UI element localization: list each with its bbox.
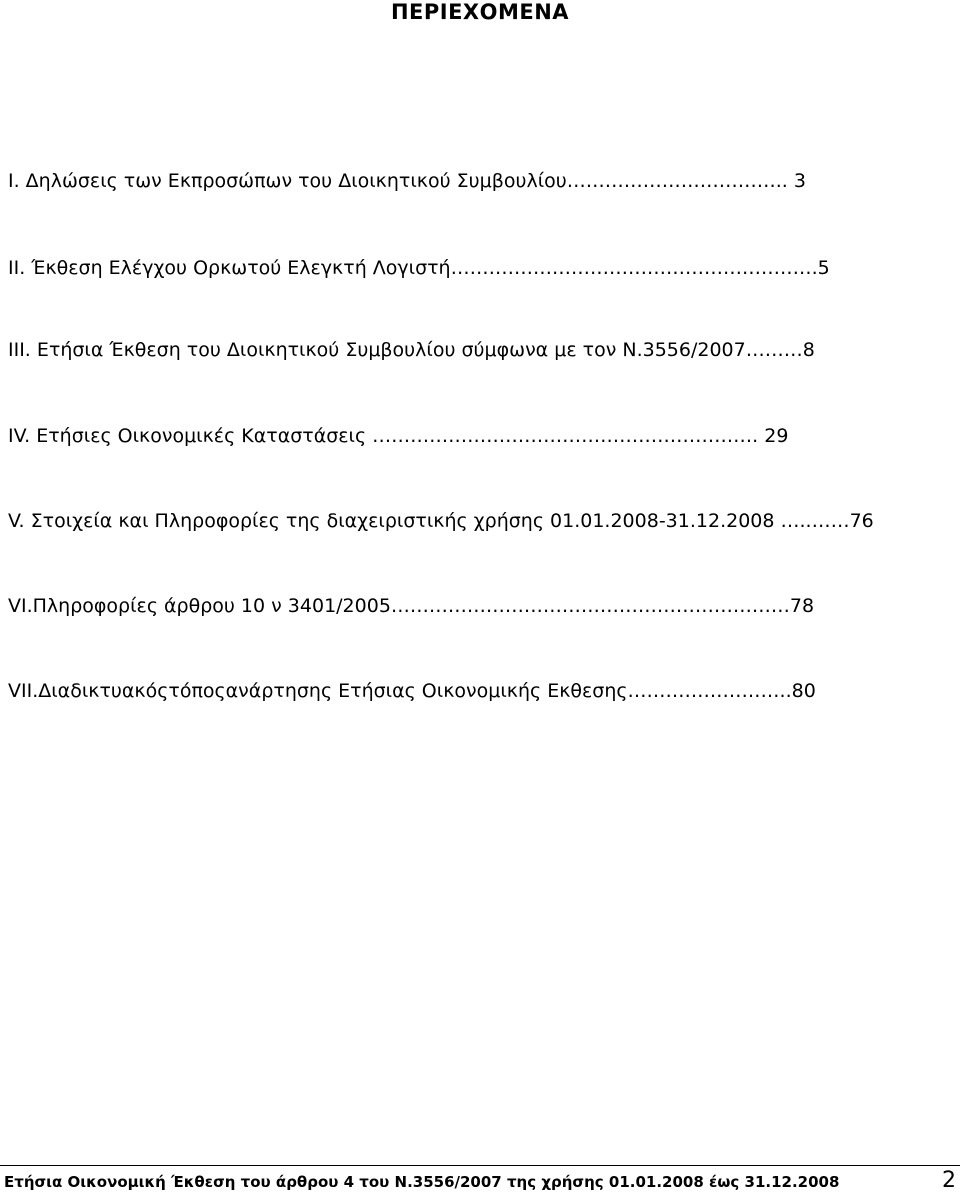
toc-entry-5: V. Στοιχεία και Πληροφορίες της διαχειριστικής χρήσης 01.01.2008-31.12.2008 …..……76 xyxy=(8,510,874,532)
toc-entry-4: IV. Ετήσιες Οικονομικές Καταστάσεις ……………………………………………………. 29 xyxy=(8,425,789,447)
footer-divider xyxy=(0,1165,960,1166)
page-number: 2 xyxy=(942,1168,956,1193)
toc-entry-7: VII.Διαδικτυακόςτόποςανάρτησης Ετήσιας Οικονομικής Εκθεσης……………………..80 xyxy=(8,680,816,702)
toc-entry-2: II. Έκθεση Ελέγχου Ορκωτού Ελεγκτή Λογιστή………………………………………………….5 xyxy=(8,257,830,279)
toc-entry-6: VI.Πληροφορίες άρθρου 10 ν 3401/2005………………………………………………………78 xyxy=(8,595,815,617)
footer-caption: Ετήσια Οικονομική Έκθεση του άρθρου 4 του Ν.3556/2007 της χρήσης 01.01.2008 έως 31.12.2008 xyxy=(4,1173,840,1191)
toc-entry-1: I. Δηλώσεις των Εκπροσώπων του Διοικητικού Συμβουλίου…………………………….. 3 xyxy=(8,170,806,192)
page-title: ΠΕΡΙΕΧΟΜΕΝΑ xyxy=(390,0,570,24)
toc-entry-3: III. Ετήσια Έκθεση του Διοικητικού Συμβουλίου σύμφωνα με τον Ν.3556/2007………8 xyxy=(8,339,815,361)
